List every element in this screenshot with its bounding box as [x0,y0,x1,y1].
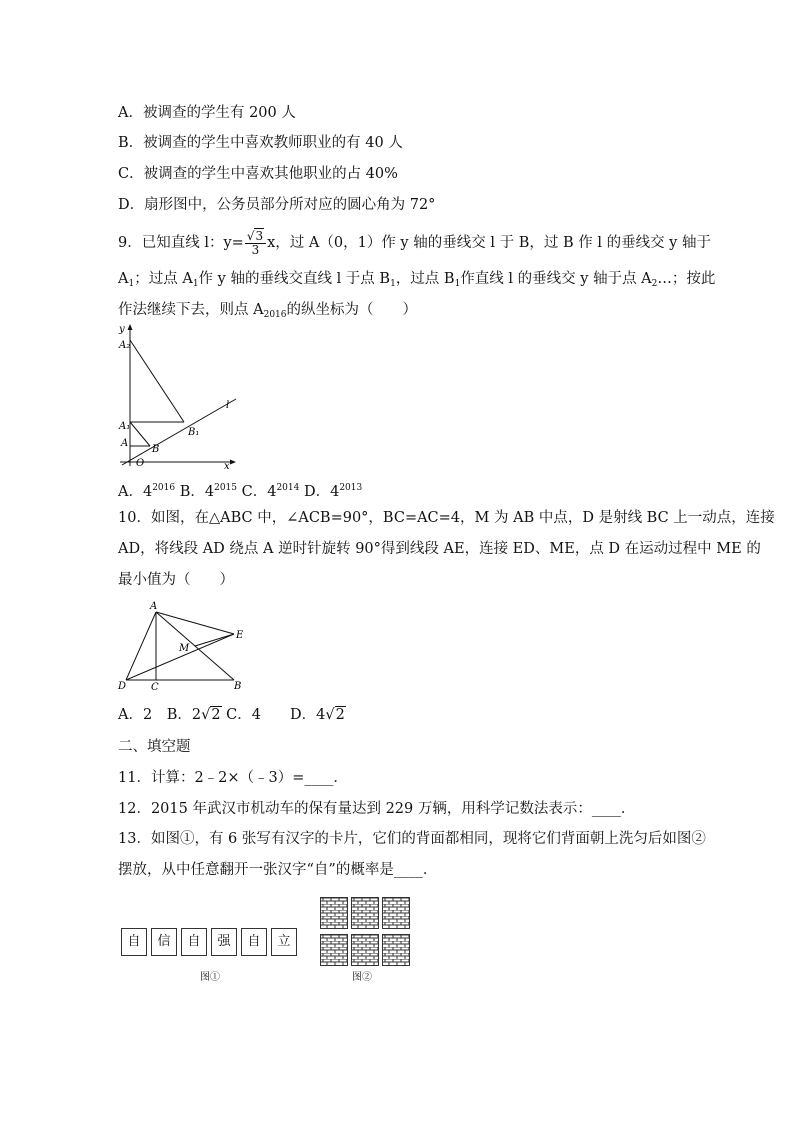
label-d: D [118,681,127,692]
label-o: O [136,458,145,469]
segment-d-e [126,634,234,680]
question-10-line-3: 最小值为（ ） [118,572,234,588]
x-axis-arrow [230,460,236,465]
question-10-answers: A．2 B．2√2 C．4 D．4√2 [118,707,345,723]
question-9-line-3: 作法继续下去，则点 $A_{2016}$的纵坐标为（ ） [118,302,417,320]
label-a: A [150,601,158,612]
segment-a2-b1 [130,340,184,422]
section-title: 二、填空题 [118,739,191,755]
label-x: x [224,461,230,472]
card-3: 自 [181,928,207,956]
caption-figure-2: 图② [352,972,372,983]
line-l [122,399,236,465]
question-13-line-1: 13．如图①，有 6 张写有汉字的卡片，它们的背面都相同，现将它们背面朝上洗匀后如图② [118,831,706,847]
option-b: B．被调查的学生中喜欢教师职业的有 40 人 [118,135,403,151]
question-11: 11．计算：2﹣2×（﹣3）=____． [118,770,348,786]
question-13-line-2: 摆放，从中任意翻开一张汉字“自”的概率是____． [118,862,438,878]
card-back-6 [382,934,410,966]
label-y: y [119,324,125,335]
option-a: A．被调查的学生有 200 人 [118,105,296,121]
card-back-3 [382,897,410,929]
segment-a-d [126,612,156,680]
card-4: 强 [211,928,237,956]
label-a2: A₂ [119,340,131,351]
question-9-figure [116,322,242,472]
question-10-line-2: AD，将线段 AD 绕点 A 逆时针旋转 90°得到线段 AE，连接 ED、ME，点 D 在运动过程中 ME 的 [118,541,761,557]
question-10-figure [116,600,246,692]
card-1: 自 [121,928,147,956]
fraction: $\frac{√3}{3}$ [245,230,266,257]
label-m: M [179,643,190,654]
card-back-5 [351,934,379,966]
caption-figure-1: 图① [200,972,220,983]
label-a: A [121,438,129,449]
question-9-line-2: $A_1$；过点 $A_1$作 y 轴的垂线交直线 l 于点 $B_1$，过点 $B_1$作直线 l 的垂线交 y 轴于点 $A_2\dots$；按此 [118,271,716,289]
question-10-line-1: 10．如图，在△ABC 中，∠ACB=90°，BC=AC=4，M 为 AB 中点，D 是射线 BC 上一动点，连接 [118,510,775,526]
label-c: C [151,682,159,692]
card-back-1 [320,897,348,929]
segment-m-e [195,634,234,646]
label-b: B [234,681,242,692]
label-b1: B₁ [188,427,200,438]
question-9-answers: A．$4^{2016}$ B．$4^{2015}$ C．$4^{2014}$ D．$4^{2013}$ [118,483,363,500]
card-5: 自 [241,928,267,956]
label-l: l [226,400,230,411]
y-axis-arrow [128,324,133,330]
card-back-4 [320,934,348,966]
option-d: D．扇形图中，公务员部分所对应的圆心角为 72° [118,197,436,213]
card-back-2 [351,897,379,929]
label-b: B [152,444,160,455]
option-c: C．被调查的学生中喜欢其他职业的占 40% [118,166,398,182]
question-12: 12．2015 年武汉市机动车的保有量达到 229 万辆，用科学记数法表示：____． [118,801,636,817]
question-9-line-1: 9．已知直线 l：y= $\frac{√3}{3}$ x，过 A（0，1）作 y 轴的垂线交 l 于 B，过 B 作 l 的垂线交 y 轴于 [118,228,711,257]
segment-a-e [156,612,234,634]
label-e: E [236,630,244,641]
sqrt-sign: √2 [201,707,221,723]
label-a1: A₁ [119,421,131,432]
card-6: 立 [271,928,297,956]
sqrt-sign: √2 [325,707,345,723]
segment-b-a1 [130,422,150,446]
sqrt-sign: √3 [246,228,264,243]
card-2: 信 [151,928,177,956]
